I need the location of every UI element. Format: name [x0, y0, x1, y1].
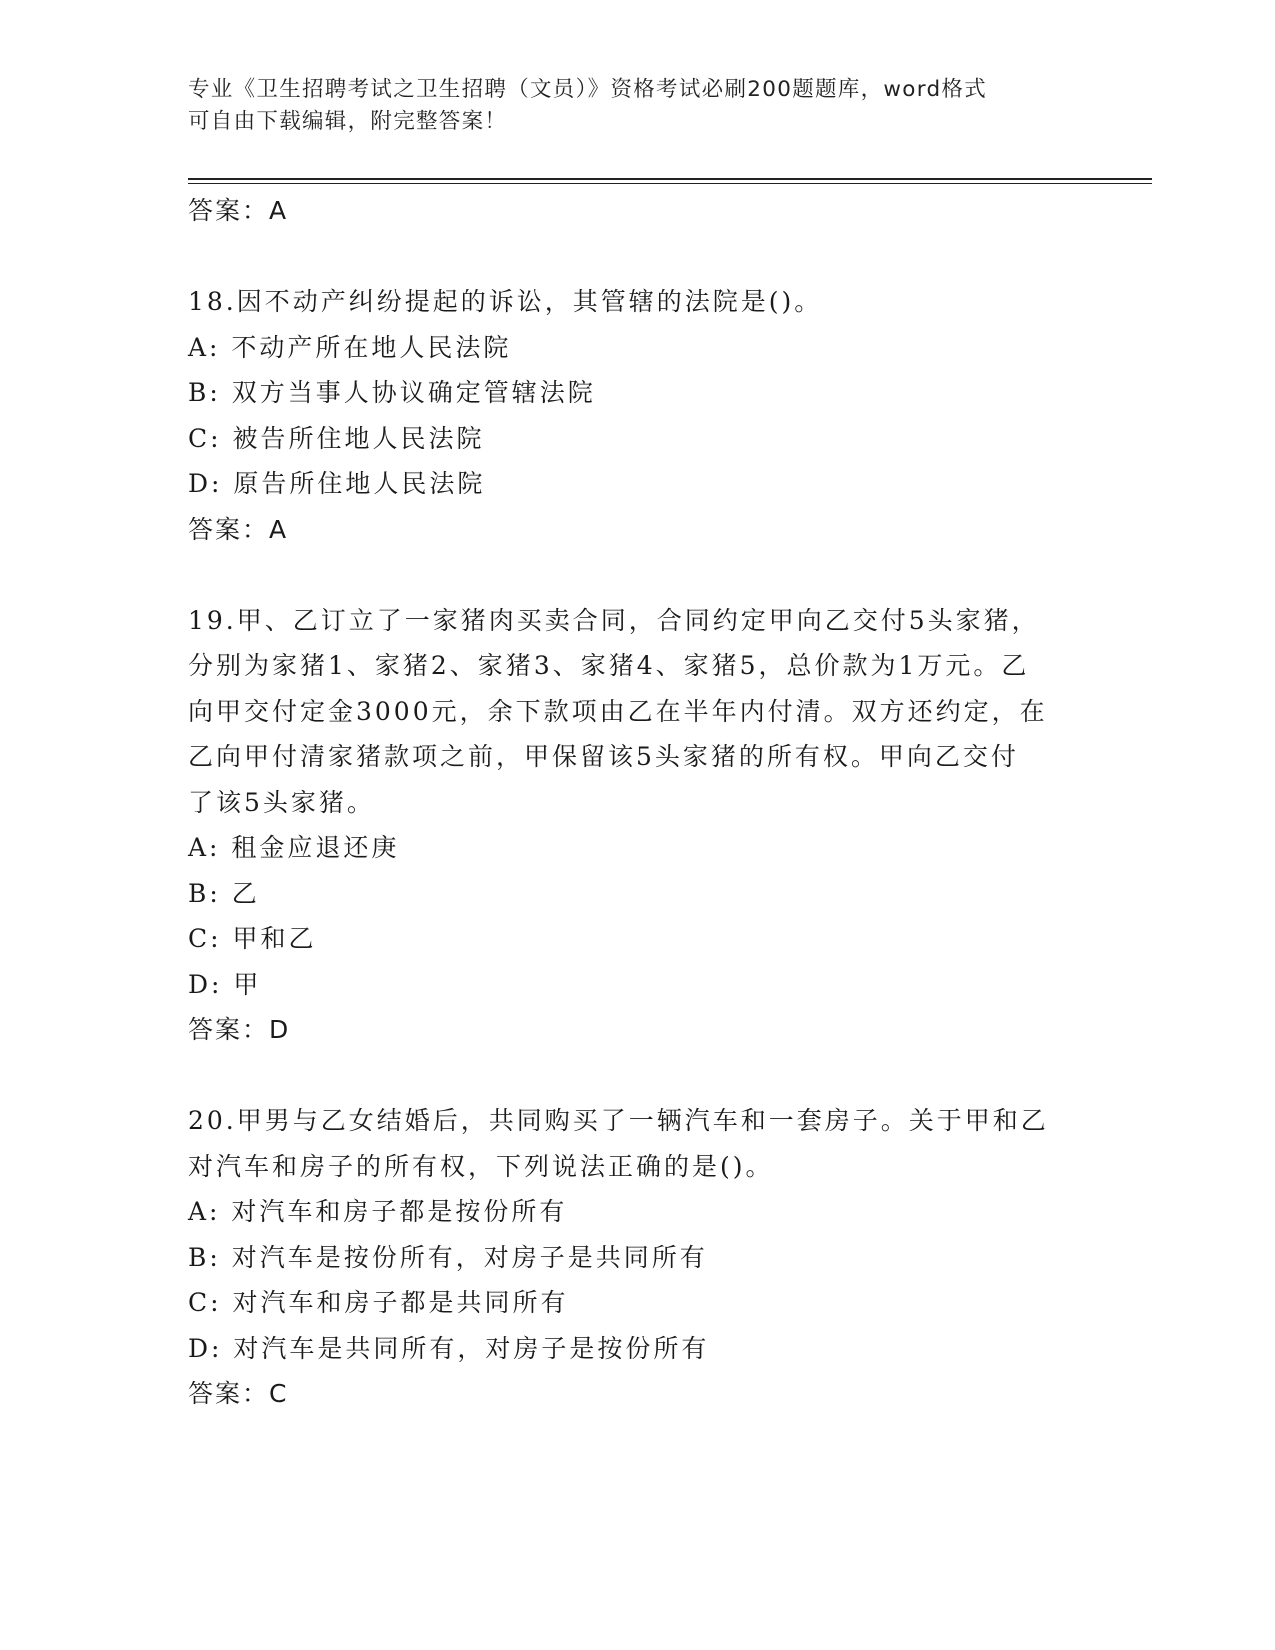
question-block — [188, 279, 1088, 552]
question-stem: 了该5头家猪。 — [188, 787, 375, 817]
previous-answer: 答案：A — [188, 196, 289, 225]
question-stem: 18.因不动产纠纷提起的诉讼，其管辖的法院是()。 — [188, 287, 823, 316]
header-line-1: 专业《卫生招聘考试之卫生招聘（文员）》资格考试必刷200题题库，word格式 — [188, 77, 988, 102]
option-a: A: 不动产所在地人民法院 — [188, 332, 512, 362]
answer-line: 答案：C — [188, 1379, 289, 1408]
question-block — [188, 598, 1088, 1053]
question-stem: 20.甲男与乙女结婚后，共同购买了一辆汽车和一套房子。关于甲和乙 — [188, 1106, 1049, 1135]
question-stem: 19.甲、乙订立了一家猪肉买卖合同，合同约定甲向乙交付5头家猪， — [188, 605, 1040, 635]
option-c: C: 被告所住地人民法院 — [188, 423, 485, 453]
option-a: A: 租金应退还庚 — [188, 833, 400, 862]
answer-line: 答案：A — [188, 514, 289, 544]
option-b: B: 乙 — [188, 878, 260, 908]
question-stem: 对汽车和房子的所有权，下列说法正确的是()。 — [188, 1151, 774, 1181]
option-d: D: 甲 — [188, 969, 262, 999]
document-header — [188, 74, 1068, 138]
option-a: A: 对汽车和房子都是按份所有 — [188, 1197, 568, 1226]
question-stem: 乙向甲付清家猪款项之前，甲保留该5头家猪的所有权。甲向乙交付 — [188, 742, 1019, 771]
header-divider-thick — [188, 178, 1152, 180]
header-divider-thin — [188, 183, 1152, 184]
answer-line: 答案：D — [188, 1015, 291, 1044]
question-block — [188, 1098, 1088, 1417]
header-line-2: 可自由下载编辑，附完整答案！ — [188, 109, 508, 134]
option-c: C: 对汽车和房子都是共同所有 — [188, 1288, 569, 1317]
option-d: D: 原告所住地人民法院 — [188, 469, 486, 498]
option-b: B: 双方当事人协议确定管辖法院 — [188, 378, 596, 407]
document-body — [188, 188, 1088, 1417]
question-stem: 分别为家猪1、家猪2、家猪3、家猪4、家猪5，总价款为1万元。乙 — [188, 651, 1030, 680]
option-b: B: 对汽车是按份所有，对房子是共同所有 — [188, 1242, 708, 1272]
question-stem: 向甲交付定金3000元，余下款项由乙在半年内付清。双方还约定，在 — [188, 696, 1048, 726]
option-c: C: 甲和乙 — [188, 924, 317, 953]
option-d: D: 对汽车是共同所有，对房子是按份所有 — [188, 1333, 710, 1363]
